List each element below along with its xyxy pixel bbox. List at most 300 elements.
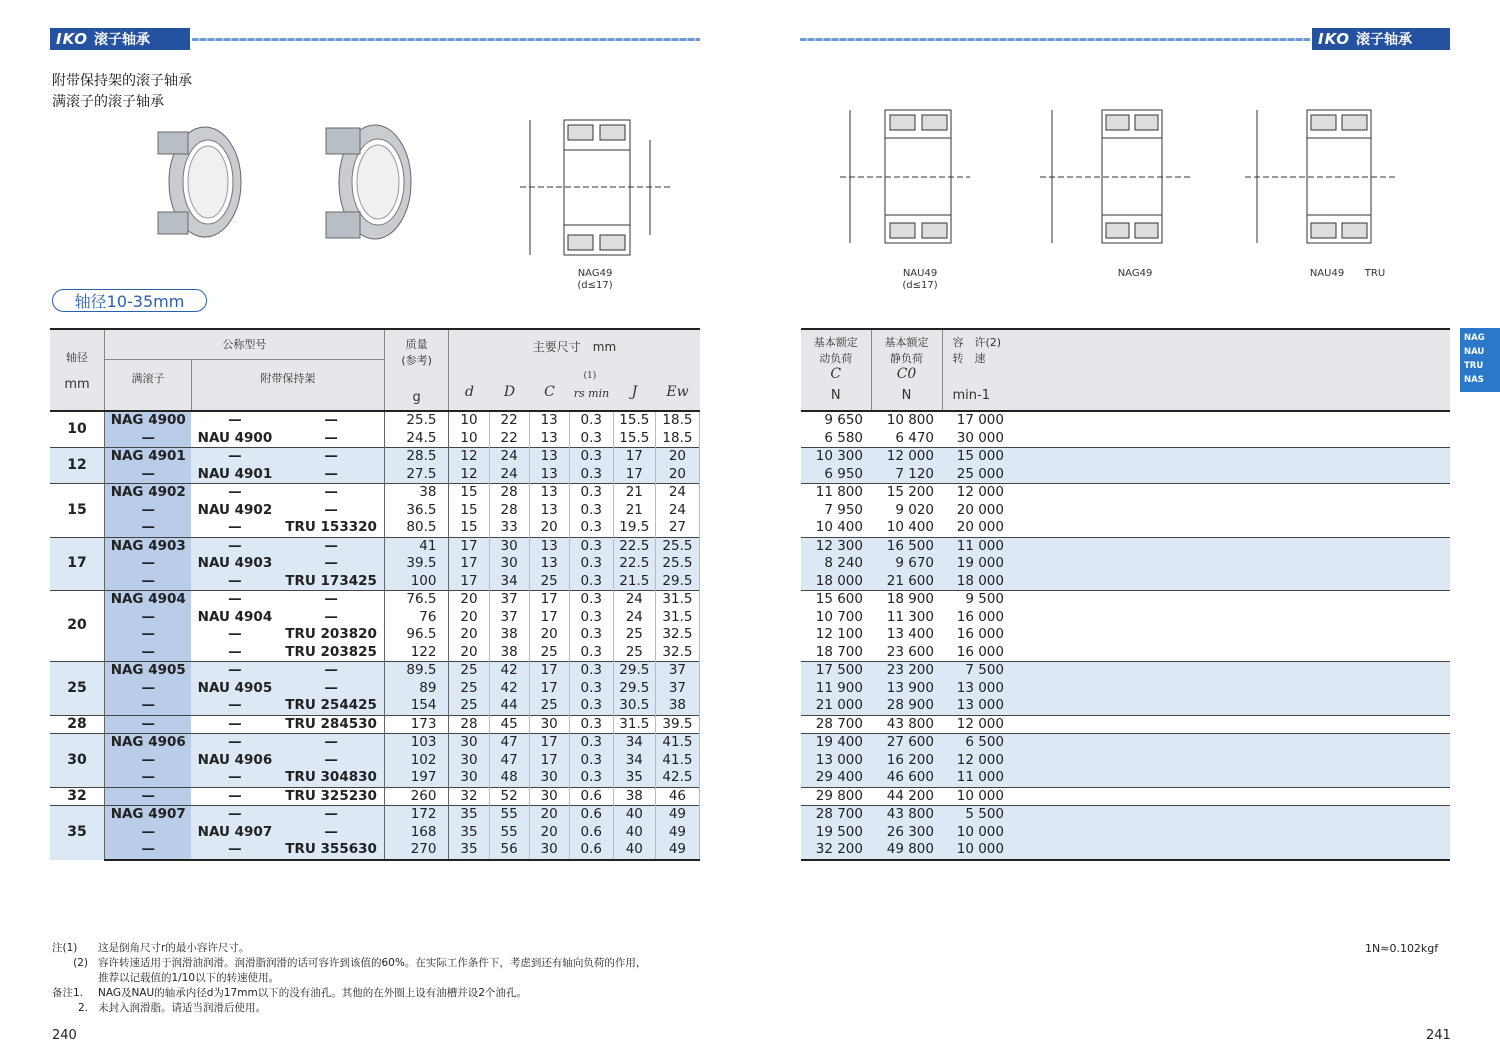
diagram-label-nag49: NAG49 (577, 268, 613, 279)
col-C: C (544, 384, 555, 400)
model-nau: NAU 4903 (191, 555, 278, 573)
dim-Ew: 42.5 (655, 769, 699, 787)
model-nau: NAU 4902 (197, 501, 273, 518)
model-full-complement: — (105, 787, 192, 806)
dim-rs: 0.3 (569, 697, 613, 715)
load-rating-table (801, 328, 1450, 861)
speed-value: 16 000 (956, 643, 1004, 660)
dim-rs: 0.3 (569, 662, 613, 680)
dynamic-load-value: 18 000 (801, 573, 871, 591)
model-full-complement: — (105, 555, 192, 573)
speed-value: 6 500 (942, 734, 1012, 752)
model-tru: — (278, 448, 384, 466)
mass-value: 197 (384, 769, 449, 787)
table-row (50, 697, 700, 715)
speed-value: 5 500 (942, 806, 1012, 824)
table-row (801, 519, 1450, 537)
model-full-complement: NAG 4904 (105, 591, 192, 609)
speed-value: 12 000 (942, 752, 1012, 770)
tru-cross-section-diagram (1245, 85, 1395, 260)
dim-Ew: 25.5 (655, 537, 699, 555)
table-row (801, 680, 1450, 698)
col-cr-unit: N (830, 388, 841, 403)
table-row (50, 537, 700, 555)
dim-C: 30 (529, 841, 569, 860)
dim-D: 47 (489, 752, 529, 770)
dim-d: 20 (449, 591, 489, 609)
dim-d: 20 (449, 609, 489, 627)
static-load-value: 21 600 (871, 573, 942, 591)
dynamic-load-value: 7 950 (824, 501, 863, 518)
table-row (50, 715, 700, 734)
dim-C: 13 (529, 555, 569, 573)
nag49-cross-section-diagram-right (1040, 85, 1190, 260)
model-nau: — (191, 806, 278, 824)
col-speed (942, 329, 1012, 411)
dim-Ew: 46 (655, 787, 699, 806)
model-tru: TRU 325230 (278, 787, 384, 806)
speed-value: 10 000 (942, 841, 1012, 860)
dim-J: 40 (613, 806, 655, 824)
model-tru: — (278, 411, 384, 430)
dim-d: 10 (449, 430, 489, 448)
model-tru: — (278, 806, 384, 824)
model-tru: — (278, 555, 384, 573)
model-full-complement: — (105, 519, 192, 537)
static-load-value: 18 900 (871, 591, 942, 609)
table-row (801, 537, 1450, 555)
speed-value: 13 000 (942, 697, 1012, 715)
dim-d: 25 (449, 662, 489, 680)
dim-d: 25 (449, 680, 489, 698)
page-number-right: 241 (1426, 1028, 1451, 1043)
shaft-diameter: 12 (50, 448, 105, 484)
dim-D: 52 (489, 787, 529, 806)
model-tru: — (278, 484, 384, 502)
mass-value: 172 (384, 806, 449, 824)
table-row (801, 644, 1450, 662)
speed-value: 10 000 (942, 824, 1012, 842)
speed-value: 12 000 (942, 484, 1012, 502)
dim-Ew: 37 (655, 680, 699, 698)
blank-cell (1012, 411, 1450, 430)
dim-d: 25 (449, 697, 489, 715)
dim-rs: 0.3 (569, 591, 613, 609)
dim-J: 15.5 (613, 411, 655, 430)
model-full-complement: NAG 4905 (105, 662, 192, 680)
col-caged: 附带保持架 (260, 372, 316, 385)
blank-cell (1012, 644, 1450, 662)
dynamic-load-value: 29 400 (801, 769, 871, 787)
model-full-complement: NAG 4906 (105, 734, 192, 752)
brand-mark-right: IKO (1318, 30, 1350, 48)
dynamic-load-value: 9 650 (801, 411, 871, 430)
static-load-value: 15 200 (871, 484, 942, 502)
speed-value: 30 000 (956, 429, 1004, 446)
table-row (50, 411, 700, 430)
dim-rs: 0.3 (569, 715, 613, 734)
static-load-value: 9 670 (871, 555, 942, 573)
dynamic-load-value: 28 700 (801, 715, 871, 734)
dim-C: 13 (529, 448, 569, 466)
dynamic-load-value: 11 800 (801, 484, 871, 502)
static-load-value: 46 600 (871, 769, 942, 787)
diagram-label-nau49-tru: NAU49 (1309, 268, 1345, 279)
model-nau: — (191, 662, 278, 680)
model-tru: TRU 254425 (278, 697, 384, 715)
dim-C: 20 (529, 806, 569, 824)
col-rs-label: rs min (573, 387, 610, 400)
mass-value: 76 (384, 609, 449, 627)
col-full-complement: 满滚子 (105, 360, 192, 410)
model-nau: NAU 4906 (191, 752, 278, 770)
model-tru: TRU 203825 (278, 644, 384, 662)
dim-Ew: 20 (655, 466, 699, 484)
dim-J: 34 (613, 734, 655, 752)
speed-value: 18 000 (942, 573, 1012, 591)
col-mass-ref: (参考) (401, 354, 432, 367)
model-nau: — (191, 841, 278, 860)
dim-J: 19.5 (613, 519, 655, 537)
note2-text: 容许转速适用于润滑油润滑。润滑脂润滑的话可容许到该值的60%。在实际工作条件下，考虑到还有轴向负荷的作用， (98, 957, 647, 969)
table-row (50, 680, 700, 698)
dim-C: 30 (529, 787, 569, 806)
model-nau: NAU 4907 (191, 824, 278, 842)
table-row (801, 448, 1450, 466)
dim-Ew: 38 (655, 697, 699, 715)
dim-rs: 0.3 (569, 734, 613, 752)
dim-d: 35 (449, 806, 489, 824)
static-load-value: 23 600 (886, 643, 934, 660)
dim-rs: 0.3 (569, 411, 613, 430)
table-row (801, 787, 1450, 806)
static-load-value: 43 800 (871, 715, 942, 734)
dynamic-load-value: 15 600 (801, 591, 871, 609)
table-row (801, 609, 1450, 627)
dim-C: 17 (529, 752, 569, 770)
model-tru: — (278, 430, 384, 448)
notes-block (52, 941, 646, 1016)
model-full-complement: NAG 4901 (105, 448, 192, 466)
dim-rs: 0.3 (569, 644, 613, 662)
dim-Ew: 49 (655, 841, 699, 860)
dim-d: 15 (449, 502, 489, 520)
model-tru: — (278, 824, 384, 842)
col-J: J (631, 384, 638, 400)
col-model (105, 329, 385, 411)
page-number-left: 240 (52, 1028, 77, 1043)
mass-value: 122 (384, 644, 449, 662)
table-row (801, 430, 1450, 448)
dim-J: 25 (613, 626, 655, 644)
model-nau: — (191, 591, 278, 609)
dim-J: 31.5 (613, 715, 655, 734)
col-shaft (50, 329, 105, 411)
mass-value: 76.5 (384, 591, 449, 609)
mass-value: 96.5 (384, 626, 449, 644)
dim-D: 28 (489, 484, 529, 502)
sidetab-tru: TRU (1464, 361, 1484, 371)
table-row (50, 787, 700, 806)
dim-rs: 0.6 (569, 841, 613, 860)
col-mass (384, 329, 449, 411)
section-title: 滚子轴承 (94, 32, 150, 48)
model-tru: TRU 284530 (278, 715, 384, 734)
mass-value: 173 (384, 715, 449, 734)
blank-cell (1012, 537, 1450, 555)
blank-cell (1012, 715, 1450, 734)
static-load-value: 28 900 (871, 697, 942, 715)
dim-J: 21 (613, 502, 655, 520)
shaft-diameter: 20 (50, 591, 105, 662)
dim-C: 17 (529, 609, 569, 627)
col-model-label: 公称型号 (105, 330, 384, 360)
col-cr-l2: 动负荷 (819, 352, 853, 365)
dim-C: 13 (529, 411, 569, 430)
remark1-tag: 备注1. (52, 987, 84, 999)
static-load-value: 43 800 (871, 806, 942, 824)
dim-d: 30 (449, 734, 489, 752)
section-title-right: 滚子轴承 (1356, 32, 1412, 48)
dim-C: 17 (529, 591, 569, 609)
static-load-value: 16 500 (871, 537, 942, 555)
dim-Ew: 31.5 (655, 591, 699, 609)
dim-Ew: 49 (655, 824, 699, 842)
subtitle-full-complement: 满滚子的滚子轴承 (52, 94, 164, 110)
dim-Ew: 29.5 (655, 573, 699, 591)
model-nau: — (191, 787, 278, 806)
blank-cell (1012, 519, 1450, 537)
mass-value: 41 (384, 537, 449, 555)
dim-J: 21 (613, 484, 655, 502)
dim-D: 48 (489, 769, 529, 787)
static-load-value: 13 400 (886, 626, 934, 642)
table-row (801, 715, 1450, 734)
static-load-value: 6 470 (895, 429, 934, 446)
model-nau: — (191, 411, 278, 430)
dim-D: 37 (489, 591, 529, 609)
model-full-complement: — (105, 769, 192, 787)
blank-cell (1012, 609, 1450, 627)
model-full-complement: — (105, 626, 192, 644)
dynamic-load-value: 12 300 (801, 537, 871, 555)
shaft-diameter: 32 (50, 787, 105, 806)
mass-value: 89 (384, 680, 449, 698)
static-load-value: 26 300 (871, 824, 942, 842)
blank-cell (1012, 448, 1450, 466)
static-load-value: 7 120 (871, 466, 942, 484)
mass-value: 89.5 (384, 662, 449, 680)
dim-J: 25 (613, 644, 655, 662)
bearing-spec-table (50, 328, 700, 861)
dim-rs: 0.3 (569, 484, 613, 502)
dim-d: 32 (449, 787, 489, 806)
speed-value: 16 000 (956, 608, 1004, 625)
dim-d: 15 (449, 519, 489, 537)
dim-d: 28 (449, 715, 489, 734)
dim-C: 20 (529, 519, 569, 537)
model-tru: TRU 304830 (278, 769, 384, 787)
model-full-complement: — (105, 502, 192, 520)
model-full-complement: — (105, 430, 192, 448)
table-row (50, 591, 700, 609)
blank-cell (1012, 680, 1450, 698)
table-row (50, 519, 700, 537)
series-side-tab (1460, 328, 1500, 392)
table-row (50, 662, 700, 680)
dim-rs: 0.3 (569, 752, 613, 770)
model-nau: — (191, 697, 278, 715)
dynamic-load-value: 11 900 (801, 680, 871, 698)
col-mass-unit: g (412, 390, 421, 405)
dim-D: 56 (489, 841, 529, 860)
table-row (50, 644, 700, 662)
speed-value: 16 000 (956, 626, 1004, 642)
table-row (801, 502, 1450, 520)
diagram-label-nau49: NAU49 (902, 268, 938, 279)
dim-Ew: 31.5 (655, 609, 699, 627)
dim-rs: 0.3 (569, 626, 613, 644)
note2-tag: (2) (73, 957, 88, 969)
model-tru: — (278, 537, 384, 555)
mass-value: 260 (384, 787, 449, 806)
dim-D: 55 (489, 806, 529, 824)
dim-C: 13 (529, 430, 569, 448)
blank-cell (1012, 555, 1450, 573)
nag49-cross-section-diagram (520, 85, 670, 265)
table-row (801, 769, 1450, 787)
col-shaft-unit: mm (64, 376, 90, 392)
static-load-value: 10 800 (871, 411, 942, 430)
mass-value: 28.5 (384, 448, 449, 466)
mass-value: 38 (384, 484, 449, 502)
spec-table-body (50, 411, 700, 860)
shaft-diameter: 30 (50, 734, 105, 788)
model-full-complement: NAG 4902 (105, 484, 192, 502)
dim-J: 29.5 (613, 662, 655, 680)
model-nau: — (228, 519, 242, 535)
dim-d: 12 (449, 466, 489, 484)
speed-value: 7 500 (942, 662, 1012, 680)
table-row (50, 555, 700, 573)
dynamic-load-value: 29 800 (801, 787, 871, 806)
model-tru: — (278, 591, 384, 609)
mass-value: 39.5 (384, 555, 449, 573)
col-rs (569, 371, 613, 400)
dim-Ew: 37 (655, 662, 699, 680)
mass-value: 270 (384, 841, 449, 860)
dim-C: 20 (529, 626, 569, 644)
dim-Ew: 20 (655, 448, 699, 466)
dynamic-load-value: 10 700 (815, 608, 863, 625)
shaft-diameter: 10 (50, 411, 105, 448)
model-full-complement: NAG 4907 (105, 806, 192, 824)
table-row (50, 752, 700, 770)
dim-d: 17 (449, 555, 489, 573)
subtitle-caged: 附带保持架的滚子轴承 (52, 73, 192, 89)
bearing-photo-full-complement (320, 118, 415, 248)
dim-D: 37 (489, 609, 529, 627)
blank-cell (1012, 502, 1450, 520)
dim-J: 34 (613, 752, 655, 770)
speed-value: 25 000 (942, 466, 1012, 484)
col-rs-note: (1) (583, 371, 597, 381)
blank-cell (1012, 752, 1450, 770)
dim-D: 28 (489, 502, 529, 520)
model-tru: TRU 203820 (278, 626, 384, 644)
table-row (801, 466, 1450, 484)
brand-logo (50, 28, 190, 50)
dim-rs: 0.3 (569, 555, 613, 573)
table-row (50, 430, 700, 448)
diagram-label-nag49-right: NAG49 (1117, 268, 1153, 279)
speed-value: 13 000 (942, 680, 1012, 698)
col-speed-l2: 转 速 (952, 352, 986, 365)
blank-cell (1012, 662, 1450, 680)
brand-logo-right (1312, 28, 1450, 50)
dynamic-load-value: 13 000 (801, 752, 871, 770)
dim-J: 15.5 (613, 430, 655, 448)
model-nau: NAU 4901 (191, 466, 278, 484)
blank-cell (1012, 734, 1450, 752)
dim-d: 30 (449, 769, 489, 787)
header-rule-right (800, 38, 1310, 41)
table-row (50, 824, 700, 842)
dim-C: 25 (529, 697, 569, 715)
col-cr-symbol: C (830, 366, 842, 382)
dynamic-load-value: 6 580 (824, 429, 863, 446)
model-full-complement: NAG 4900 (105, 411, 192, 430)
dim-C: 13 (529, 537, 569, 555)
dim-rs: 0.3 (569, 609, 613, 627)
static-load-value: 23 200 (871, 662, 942, 680)
speed-value: 19 000 (942, 555, 1012, 573)
col-blank (1012, 329, 1450, 411)
mass-value: 100 (384, 573, 449, 591)
dynamic-load-value: 17 500 (801, 662, 871, 680)
mass-value: 80.5 (384, 519, 449, 537)
static-load-value: 10 400 (886, 519, 934, 535)
table-row (50, 769, 700, 787)
model-nau: NAU 4904 (197, 608, 273, 625)
speed-value: 20 000 (956, 501, 1004, 518)
dim-d: 17 (449, 537, 489, 555)
dim-J: 17 (613, 448, 655, 466)
table-row (801, 841, 1450, 860)
diagram-label-tru: TRU (1364, 268, 1386, 279)
dim-D: 47 (489, 734, 529, 752)
dim-d: 17 (449, 573, 489, 591)
dim-J: 30.5 (613, 697, 655, 715)
table-row (801, 697, 1450, 715)
model-nau: — (191, 734, 278, 752)
dim-d: 20 (449, 644, 489, 662)
shaft-diameter: 25 (50, 662, 105, 716)
dim-d: 10 (449, 411, 489, 430)
col-c0-l2: 静负荷 (890, 352, 923, 365)
static-load-value: 11 300 (886, 608, 934, 625)
dim-rs: 0.3 (569, 573, 613, 591)
mass-value: 25.5 (384, 411, 449, 430)
dim-d: 12 (449, 448, 489, 466)
dynamic-load-value: 32 200 (801, 841, 871, 860)
dim-C: 25 (529, 644, 569, 662)
sidetab-nag: NAG (1464, 333, 1485, 343)
model-tru: — (278, 662, 384, 680)
table-row (801, 555, 1450, 573)
dynamic-load-value: 18 700 (815, 643, 863, 660)
speed-value: 12 000 (942, 715, 1012, 734)
